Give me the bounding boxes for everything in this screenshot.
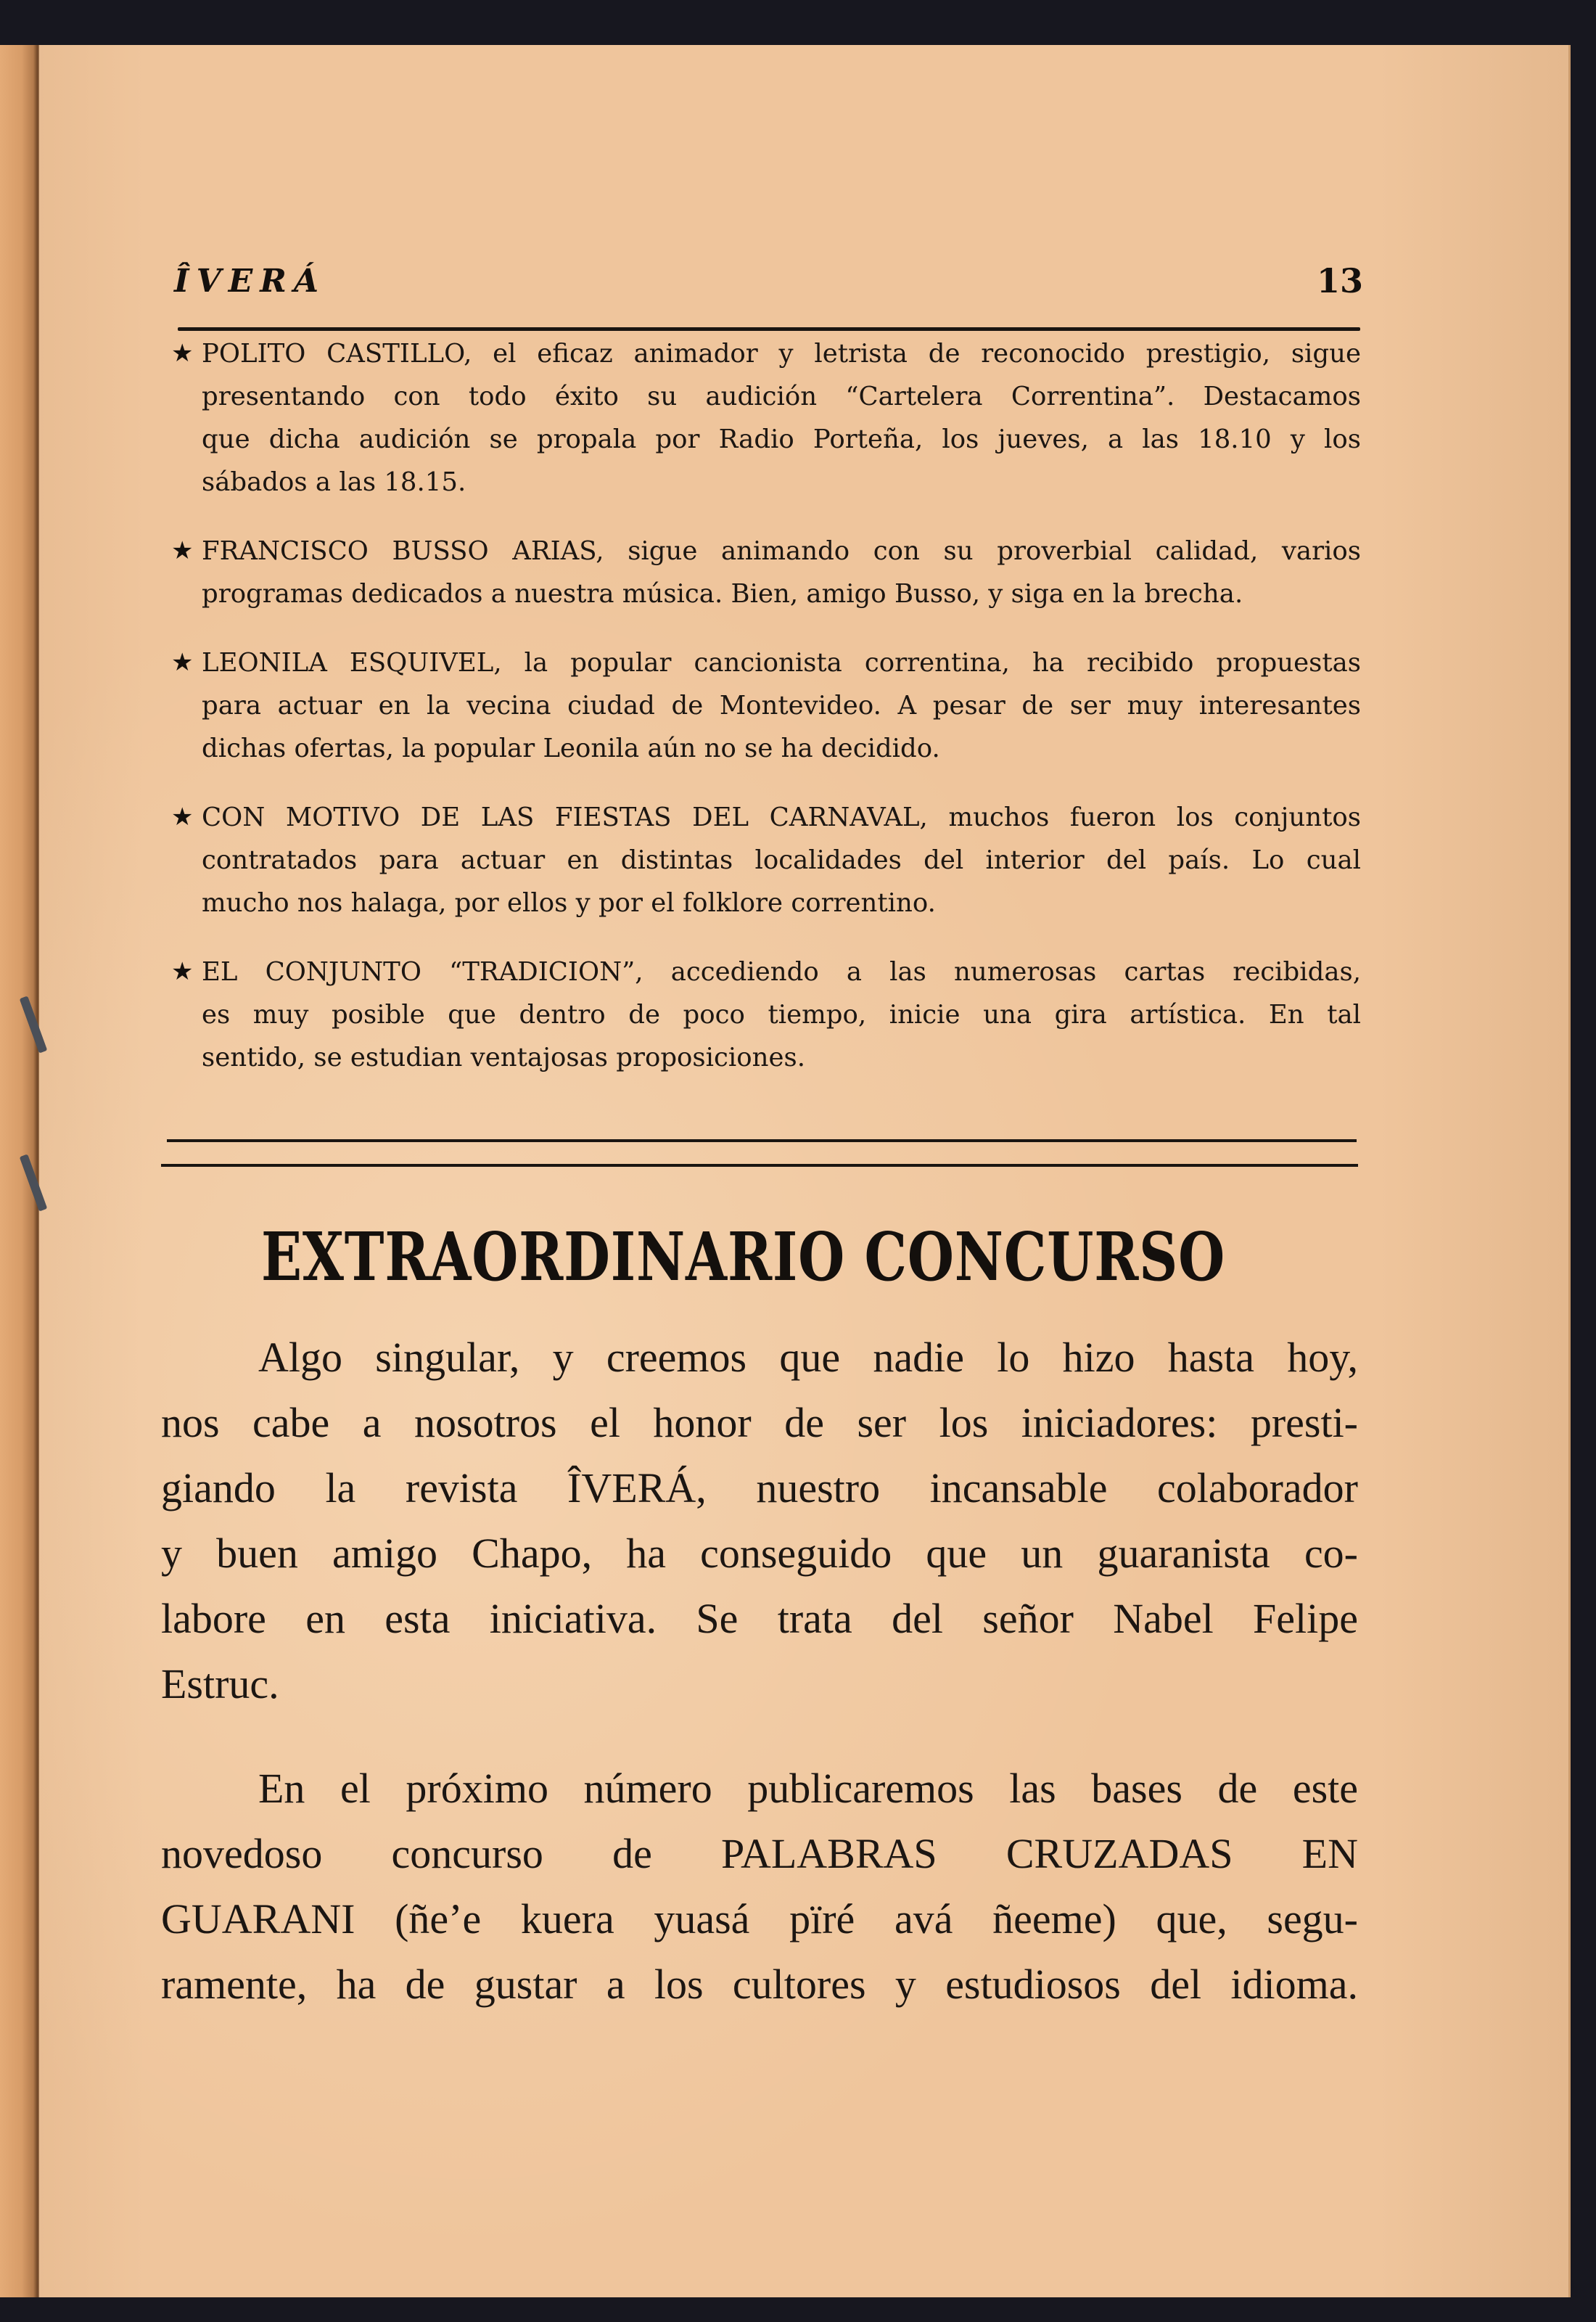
- contest-heading: EXTRAORDINARIO CONCURSO: [261, 1218, 1226, 1296]
- article-line: nos cabe a nosotros el honor de ser los iniciadores: presti-: [161, 1399, 1358, 1446]
- news-item: [171, 332, 1361, 504]
- article-line: En el próximo número publicaremos las bases de este: [258, 1765, 1358, 1812]
- news-line: EL CONJUNTO “TRADICION”, accediendo a las numerosas cartas recibidas,: [202, 957, 1361, 987]
- article-paragraph: [161, 1325, 1358, 1717]
- star-bullet-icon: ★: [171, 957, 194, 986]
- header-rule: [178, 327, 1360, 331]
- news-item: [171, 796, 1361, 924]
- article-line: giando la revista ÎVERÁ, nuestro incansable colaborador: [161, 1464, 1358, 1511]
- news-line: contratados para actuar en distintas localidades del interior del país. Lo cual: [202, 845, 1361, 875]
- star-bullet-icon: ★: [171, 648, 194, 677]
- star-bullet-icon: ★: [171, 339, 194, 368]
- article-line: ramente, ha de gustar a los cultores y estudiosos del idioma.: [161, 1961, 1358, 2008]
- news-line: mucho nos halaga, por ellos y por el folklore correntino.: [202, 888, 936, 918]
- section-divider-rule: [167, 1139, 1357, 1142]
- news-line: dichas ofertas, la popular Leonila aún no se ha decidido.: [202, 734, 940, 763]
- news-line: es muy posible que dentro de poco tiempo, inicie una gira artística. En tal: [202, 1000, 1361, 1030]
- article-line: y buen amigo Chapo, ha conseguido que un guaranista co-: [161, 1530, 1358, 1577]
- article-line: Algo singular, y creemos que nadie lo hizo hasta hoy,: [258, 1334, 1358, 1381]
- star-bullet-icon: ★: [171, 536, 194, 565]
- page-number: 13: [1317, 261, 1364, 300]
- news-line: FRANCISCO BUSSO ARIAS, sigue animando con su proverbial calidad, varios: [202, 536, 1361, 566]
- news-line: CON MOTIVO DE LAS FIESTAS DEL CARNAVAL, muchos fueron los conjuntos: [202, 803, 1361, 832]
- news-line: sábados a las 18.15.: [202, 467, 466, 497]
- contest-article: [161, 1325, 1358, 2056]
- news-briefs: [171, 332, 1361, 1105]
- article-line: novedoso concurso de PALABRAS CRUZADAS EN: [161, 1830, 1358, 1877]
- article-paragraph: [161, 1756, 1358, 2017]
- section-divider-rule: [161, 1164, 1358, 1167]
- article-line: GUARANI (ñe’e kuera yuasá pïré avá ñeeme) que, segu-: [161, 1895, 1358, 1942]
- article-line: Estruc.: [161, 1660, 279, 1707]
- news-line: que dicha audición se propala por Radio Porteña, los jueves, a las 18.10 y los: [202, 424, 1361, 454]
- news-item: [171, 530, 1361, 615]
- news-line: LEONILA ESQUIVEL, la popular cancionista correntina, ha recibido propuestas: [202, 648, 1361, 678]
- news-line: presentando con todo éxito su audición “Cartelera Correntina”. Destacamos: [202, 382, 1361, 411]
- news-item: [171, 641, 1361, 770]
- running-header-title: ÎVERÁ: [174, 263, 326, 300]
- news-line: POLITO CASTILLO, el eficaz animador y letrista de reconocido prestigio, sigue: [202, 339, 1361, 369]
- star-bullet-icon: ★: [171, 803, 194, 832]
- article-line: labore en esta iniciativa. Se trata del señor Nabel Felipe: [161, 1595, 1358, 1642]
- news-item: [171, 951, 1361, 1079]
- news-line: sentido, se estudian ventajosas proposiciones.: [202, 1043, 805, 1072]
- news-line: para actuar en la vecina ciudad de Montevideo. A pesar de ser muy interesantes: [202, 691, 1361, 721]
- news-line: programas dedicados a nuestra música. Bien, amigo Busso, y siga en la brecha.: [202, 579, 1243, 609]
